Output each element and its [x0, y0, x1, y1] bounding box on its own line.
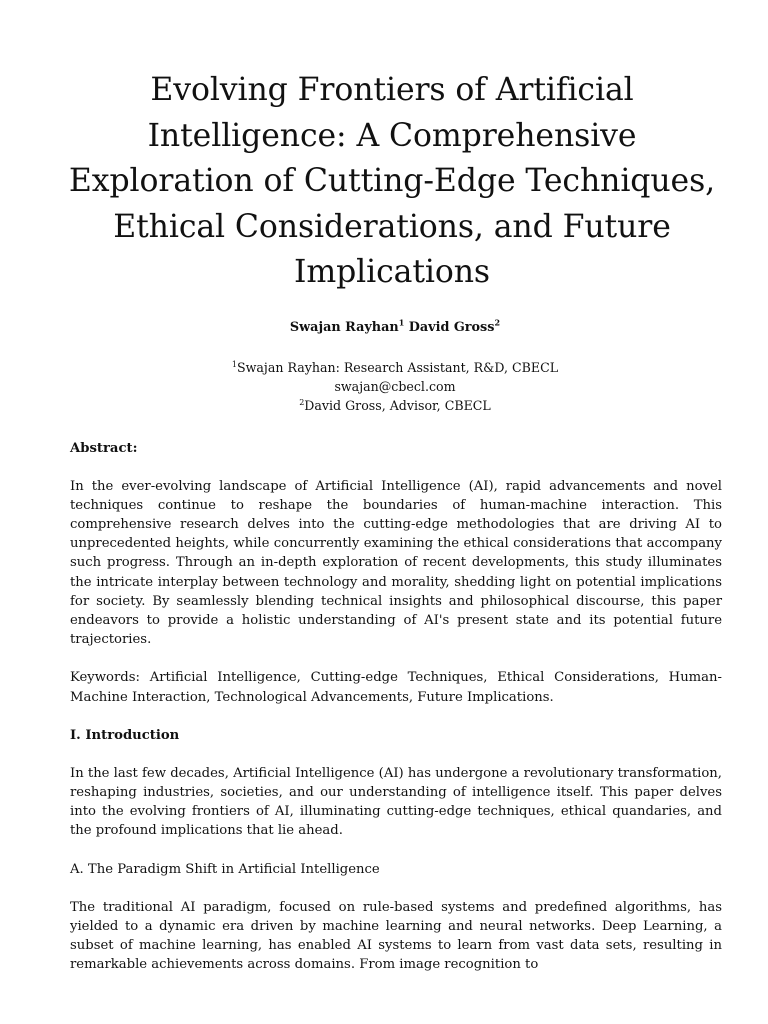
keywords-paragraph: Keywords: Artificial Intelligence, Cutting-edge Techniques, Ethical Considerations, Human-Machine Interaction, Technological Advancements, Future Implications.	[70, 670, 722, 705]
author-superscript: 1	[398, 317, 405, 328]
affiliations-block	[70, 358, 720, 415]
section-heading-introduction: I. Introduction	[70, 727, 180, 743]
affiliation-2	[70, 396, 720, 415]
affiliation-superscript: 1	[231, 359, 238, 369]
author-line	[70, 318, 720, 338]
author-name: Swajan Rayhan	[289, 319, 399, 335]
affiliation-superscript: 2	[299, 397, 305, 407]
affiliation-text: David Gross, Advisor, CBECL	[304, 397, 491, 413]
author-name: David Gross	[408, 319, 495, 335]
introduction-paragraph: In the last few decades, Artificial Intelligence (AI) has undergone a revolutionary transformation, reshaping industries, societies, and our understanding of intelligence itself. This paper delves into the evolving frontiers of AI, illuminating cutting-edge techniques, ethical quandaries, and the profound implications that lie ahead.	[70, 765, 722, 839]
abstract-heading: Abstract:	[70, 440, 138, 456]
abstract-paragraph: In the ever-evolving landscape of Artificial Intelligence (AI), rapid advancements and novel techniques continue to reshape the boundaries of human-machine interaction. This comprehensive research delves into the cutting-edge methodologies that are driving AI to unprecedented heights, while concurrently examining the ethical considerations that accompany such progress. Through an in-depth exploration of recent developments, this study illuminates the intricate interplay between technology and morality, shedding light on potential implications for society. By seamlessly blending technical insights and philosophical discourse, this paper endeavors to provide a holistic understanding of AI's present state and its potential future trajectories.	[70, 478, 722, 648]
affiliation-text: Swajan Rayhan: Research Assistant, R&D, CBECL	[237, 359, 559, 375]
paradigm-shift-paragraph: The traditional AI paradigm, focused on rule-based systems and predefined algorithms, has yielded to a dynamic era driven by machine learning and neural networks. Deep Learning, a subset of machine learning, has enabled AI systems to learn from vast data sets, resulting in remarkable achievements across domains. From image recognition to	[70, 899, 722, 973]
subsection-heading-paradigm-shift: A. The Paradigm Shift in Artificial Intelligence	[70, 861, 380, 877]
affiliation-1	[70, 358, 720, 377]
author-email[interactable]: swajan@cbecl.com	[334, 378, 456, 394]
paper-title: Evolving Frontiers of Artificial Intelligence: A Comprehensive Exploration of Cutting-Edge Techniques, Ethical Considerations, and Future Implications	[68, 72, 716, 290]
author-superscript: 2	[494, 317, 501, 328]
